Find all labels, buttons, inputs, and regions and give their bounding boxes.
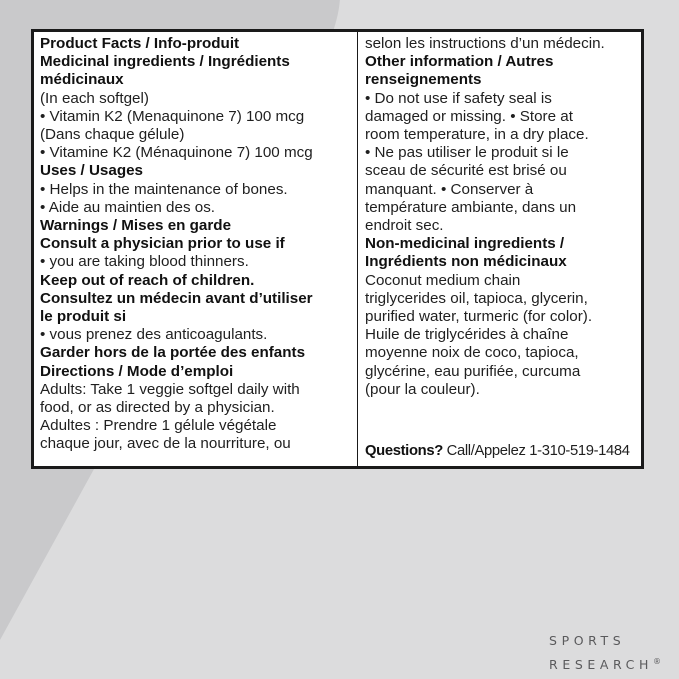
right-column-lines xyxy=(365,35,637,399)
right-column-line: renseignements xyxy=(365,71,482,89)
right-column-line: moyenne noix de coco, tapioca, xyxy=(365,344,579,362)
right-column-line: selon les instructions d’un médecin. xyxy=(365,35,605,52)
left-column-line: Warnings / Mises en garde xyxy=(40,217,232,235)
left-column-line: (Dans chaque gélule) xyxy=(40,126,185,144)
brand-wordmark xyxy=(549,630,661,675)
product-facts-panel xyxy=(31,29,644,469)
right-column-line: manquant. • Conserver à xyxy=(365,180,534,198)
right-column-line: • Ne pas utiliser le produit si le xyxy=(365,144,569,162)
right-column xyxy=(358,32,641,466)
brand-line-2: RESEARCH xyxy=(549,657,653,673)
left-column-line: le produit si xyxy=(40,308,127,326)
right-column-line: sceau de sécurité est brisé ou xyxy=(365,162,567,180)
left-column-line: • vous prenez des anticoagulants. xyxy=(40,326,268,344)
left-column-line: Consult a physician prior to use if xyxy=(40,235,285,253)
right-column-line: Other information / Autres xyxy=(365,53,554,71)
left-column-line: • Aide au maintien des os. xyxy=(40,198,216,216)
left-column-line: Adultes : Prendre 1 gélule végétale xyxy=(40,417,277,435)
right-column-line: Ingrédients non médicinaux xyxy=(365,253,567,271)
left-column-line: • Vitamine K2 (Ménaquinone 7) 100 mcg xyxy=(40,144,313,162)
right-column-line: glycérine, eau purifiée, curcuma xyxy=(365,362,581,380)
left-column-line: Garder hors de la portée des enfants xyxy=(40,344,306,362)
left-column-line: Directions / Mode d’emploi xyxy=(40,362,234,380)
questions-phone-text: Call/Appelez 1-310-519-1484 xyxy=(442,442,630,459)
left-column-line: (In each softgel) xyxy=(40,89,149,107)
right-column-line: Non-medicinal ingredients / xyxy=(365,235,565,253)
right-column-line: endroit sec. xyxy=(365,217,444,235)
left-column-line: Uses / Usages xyxy=(40,162,143,180)
right-column-line: purified water, turmeric (for color). xyxy=(365,308,593,326)
left-column-line: • Vitamin K2 (Menaquinone 7) 100 mcg xyxy=(40,107,305,125)
questions-contact xyxy=(365,442,630,460)
right-column-line: température ambiante, dans un xyxy=(365,198,577,216)
right-column-line: room temperature, in a dry place. xyxy=(365,126,589,144)
right-column-line: Coconut medium chain xyxy=(365,271,521,289)
left-column xyxy=(34,32,358,466)
right-column-line: Huile de triglycérides à chaîne xyxy=(365,326,569,344)
right-column-line: (pour la couleur). xyxy=(365,380,480,398)
right-column-line: damaged or missing. • Store at xyxy=(365,107,573,125)
questions-label: Questions? xyxy=(365,442,443,459)
left-column-line: Consultez un médecin avant d’utiliser xyxy=(40,289,313,307)
left-column-line: • you are taking blood thinners. xyxy=(40,253,249,271)
left-column-line: • Helps in the maintenance of bones. xyxy=(40,180,288,198)
left-column-line: food, or as directed by a physician. xyxy=(40,399,275,417)
left-column-line: Medicinal ingredients / Ingrédients xyxy=(40,53,290,71)
left-column-line: Product Facts / Info-produit xyxy=(40,35,240,52)
registered-mark: ® xyxy=(653,657,661,666)
right-column-line: • Do not use if safety seal is xyxy=(365,89,552,107)
left-column-line: médicinaux xyxy=(40,71,124,89)
right-column-line: triglycerides oil, tapioca, glycerin, xyxy=(365,289,588,307)
left-column-line: Adults: Take 1 veggie softgel daily with xyxy=(40,380,300,398)
left-column-line: chaque jour, avec de la nourriture, ou xyxy=(40,435,291,453)
left-column-line: Keep out of reach of children. xyxy=(40,271,255,289)
brand-line-1: SPORTS xyxy=(549,633,626,648)
